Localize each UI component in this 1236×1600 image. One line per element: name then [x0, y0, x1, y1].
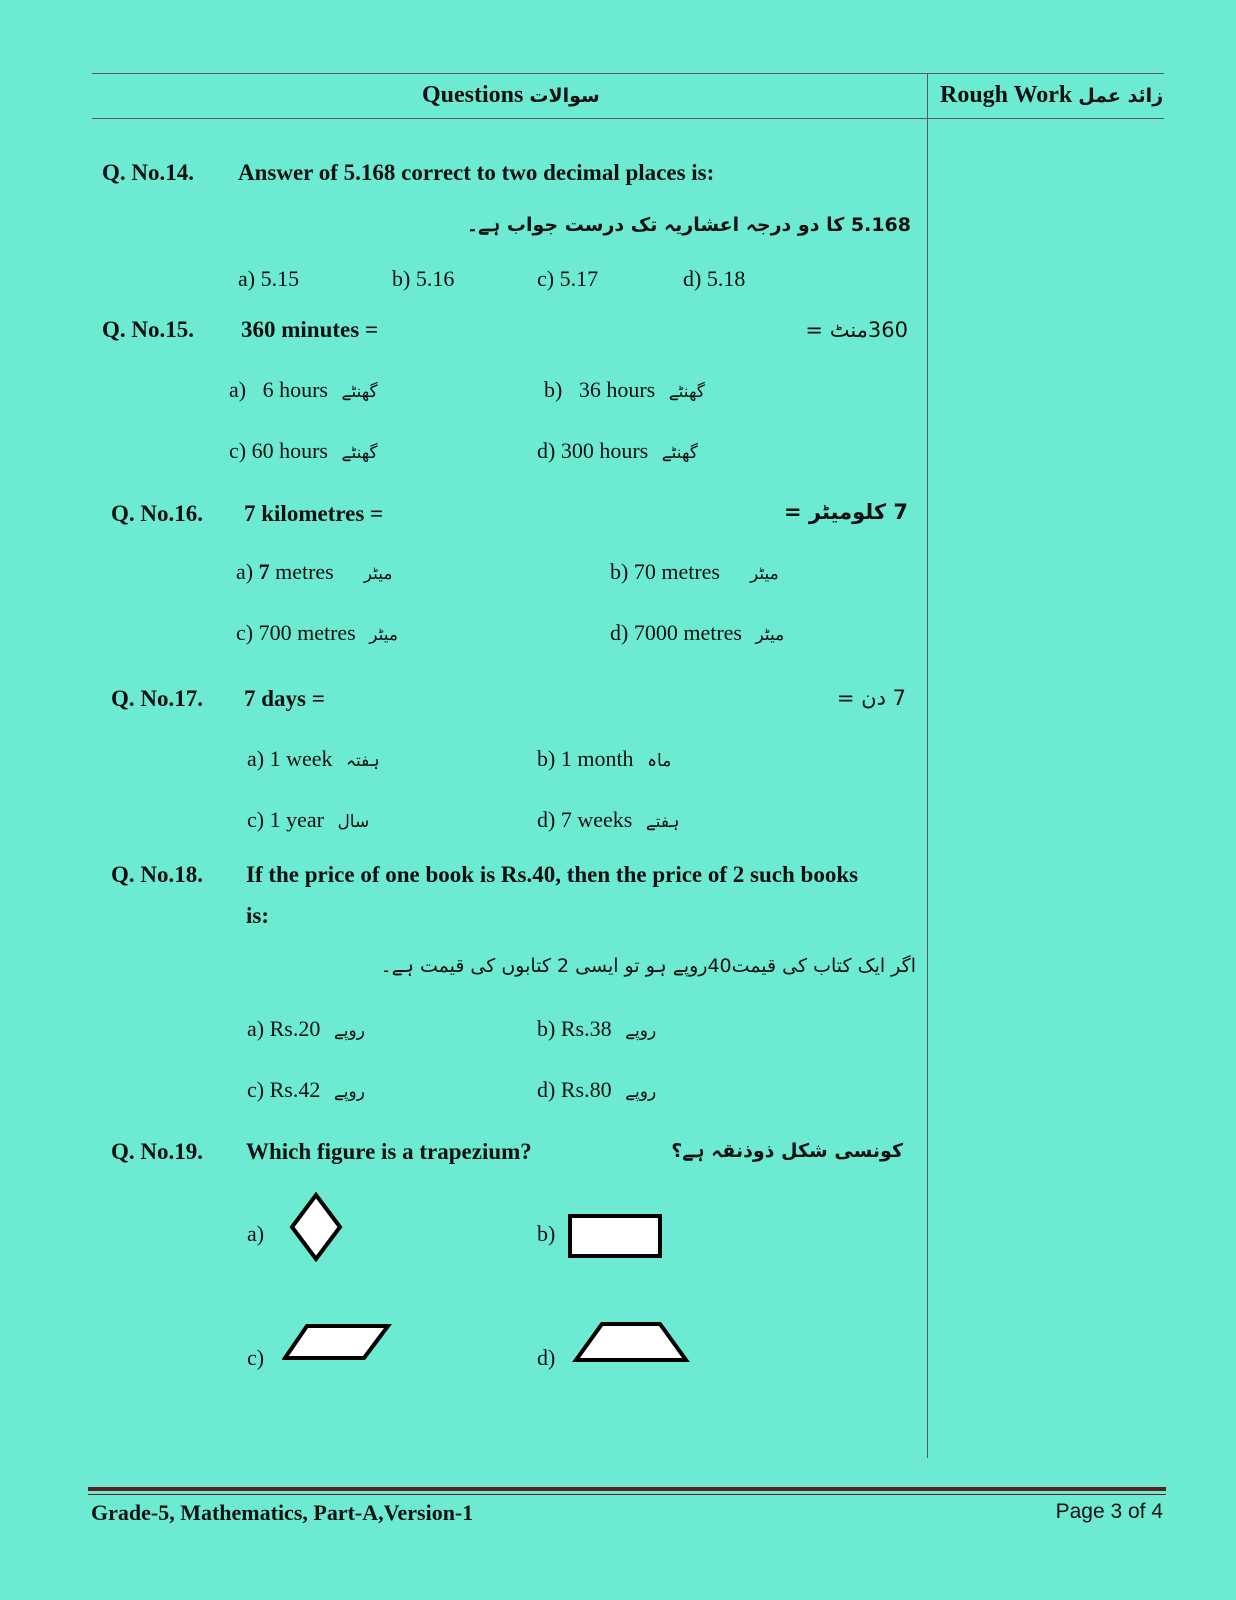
footer-rule-thin — [88, 1494, 1166, 1495]
trapezium-figure[interactable] — [572, 1320, 690, 1364]
q16-option-b[interactable]: b) 70 metres میٹر — [610, 559, 779, 584]
q17-option-c[interactable]: c) 1 year سال — [247, 807, 370, 832]
q18-number: Q. No.18. — [111, 862, 203, 887]
q18-option-a[interactable]: a) Rs.20 روپے — [247, 1016, 365, 1041]
q16-text: 7 kilometres = — [244, 501, 384, 526]
q14-option-c[interactable]: c) 5.17 — [537, 266, 599, 291]
q17-option-a[interactable]: a) 1 week ہفتہ — [247, 746, 380, 771]
q14-text: Answer of 5.168 correct to two decimal places is: — [238, 160, 715, 185]
rough-work-header-ur: زائد عمل — [1078, 85, 1164, 107]
q19-text: Which figure is a trapezium? — [246, 1139, 532, 1164]
questions-header-ur: سوالات — [529, 85, 600, 107]
q18-text-line1: If the price of one book is Rs.40, then the price of 2 such books — [246, 862, 859, 887]
q18-option-d[interactable]: d) Rs.80 روپے — [537, 1077, 657, 1102]
q19-option-a-label[interactable]: a) — [247, 1221, 265, 1246]
q18-text-line2: is: — [246, 903, 269, 928]
q17-option-d[interactable]: d) 7 weeks ہفتے — [537, 807, 680, 832]
header-top-rule — [92, 73, 1164, 74]
q16-option-a[interactable]: a) 7 metres میٹر — [236, 559, 393, 584]
q19-urdu: کونسی شکل ذوذنقہ ہے؟ — [671, 1140, 903, 1162]
q16-option-c[interactable]: c) 700 metres میٹر — [236, 620, 398, 645]
footer-rule-thick — [88, 1487, 1166, 1491]
q14-option-a[interactable]: a) 5.15 — [238, 266, 300, 291]
questions-header — [422, 82, 600, 109]
q17-number: Q. No.17. — [111, 686, 203, 711]
q16-number: Q. No.16. — [111, 501, 203, 526]
q15-option-a[interactable]: a) 6 hours گھنٹے — [229, 377, 378, 402]
q18-option-c[interactable]: c) Rs.42 روپے — [247, 1077, 365, 1102]
header-bottom-rule — [92, 118, 1164, 119]
q17-option-b[interactable]: b) 1 month ماہ — [537, 746, 672, 771]
q19-option-b-label[interactable]: b) — [537, 1221, 556, 1246]
questions-header-en: Questions — [422, 82, 524, 108]
q15-number: Q. No.15. — [102, 317, 194, 342]
q19-option-c-label[interactable]: c) — [247, 1345, 265, 1370]
q18-urdu: اگر ایک کتاب کی قیمت40روپے ہو تو ایسی 2 کتابوں کی قیمت ہے۔ — [380, 955, 916, 977]
q14-option-b[interactable]: b) 5.16 — [392, 266, 455, 291]
rough-work-header-en: Rough Work — [940, 82, 1073, 108]
q18-option-b[interactable]: b) Rs.38 روپے — [537, 1016, 657, 1041]
q14-urdu: 5.168 کا دو درجہ اعشاریہ تک درست جواب ہے۔ — [466, 214, 911, 236]
footer-page-number: Page 3 of 4 — [1055, 1500, 1163, 1523]
rectangle-figure[interactable] — [567, 1213, 663, 1259]
rough-work-header — [940, 82, 1163, 109]
q15-urdu: 360منٹ = — [805, 318, 908, 342]
q16-urdu: 7 کلومیٹر = — [783, 500, 908, 524]
footer-left: Grade-5, Mathematics, Part-A,Version-1 — [91, 1500, 474, 1525]
q14-option-d[interactable]: d) 5.18 — [683, 266, 746, 291]
q15-option-c[interactable]: c) 60 hours گھنٹے — [229, 438, 378, 463]
q17-urdu: 7 دن = — [836, 686, 906, 710]
q15-option-d[interactable]: d) 300 hours گھنٹے — [537, 438, 698, 463]
q14-number: Q. No.14. — [102, 160, 194, 185]
q16-option-d[interactable]: d) 7000 metres میٹر — [610, 620, 785, 645]
q19-option-d-label[interactable]: d) — [537, 1345, 556, 1370]
rhombus-figure[interactable] — [288, 1192, 344, 1262]
q15-text: 360 minutes = — [241, 317, 379, 342]
column-divider — [927, 73, 928, 1458]
parallelogram-figure[interactable] — [282, 1322, 392, 1362]
q19-number: Q. No.19. — [111, 1139, 203, 1164]
q17-text: 7 days = — [244, 686, 325, 711]
q15-option-b[interactable]: b) 36 hours گھنٹے — [544, 377, 705, 402]
